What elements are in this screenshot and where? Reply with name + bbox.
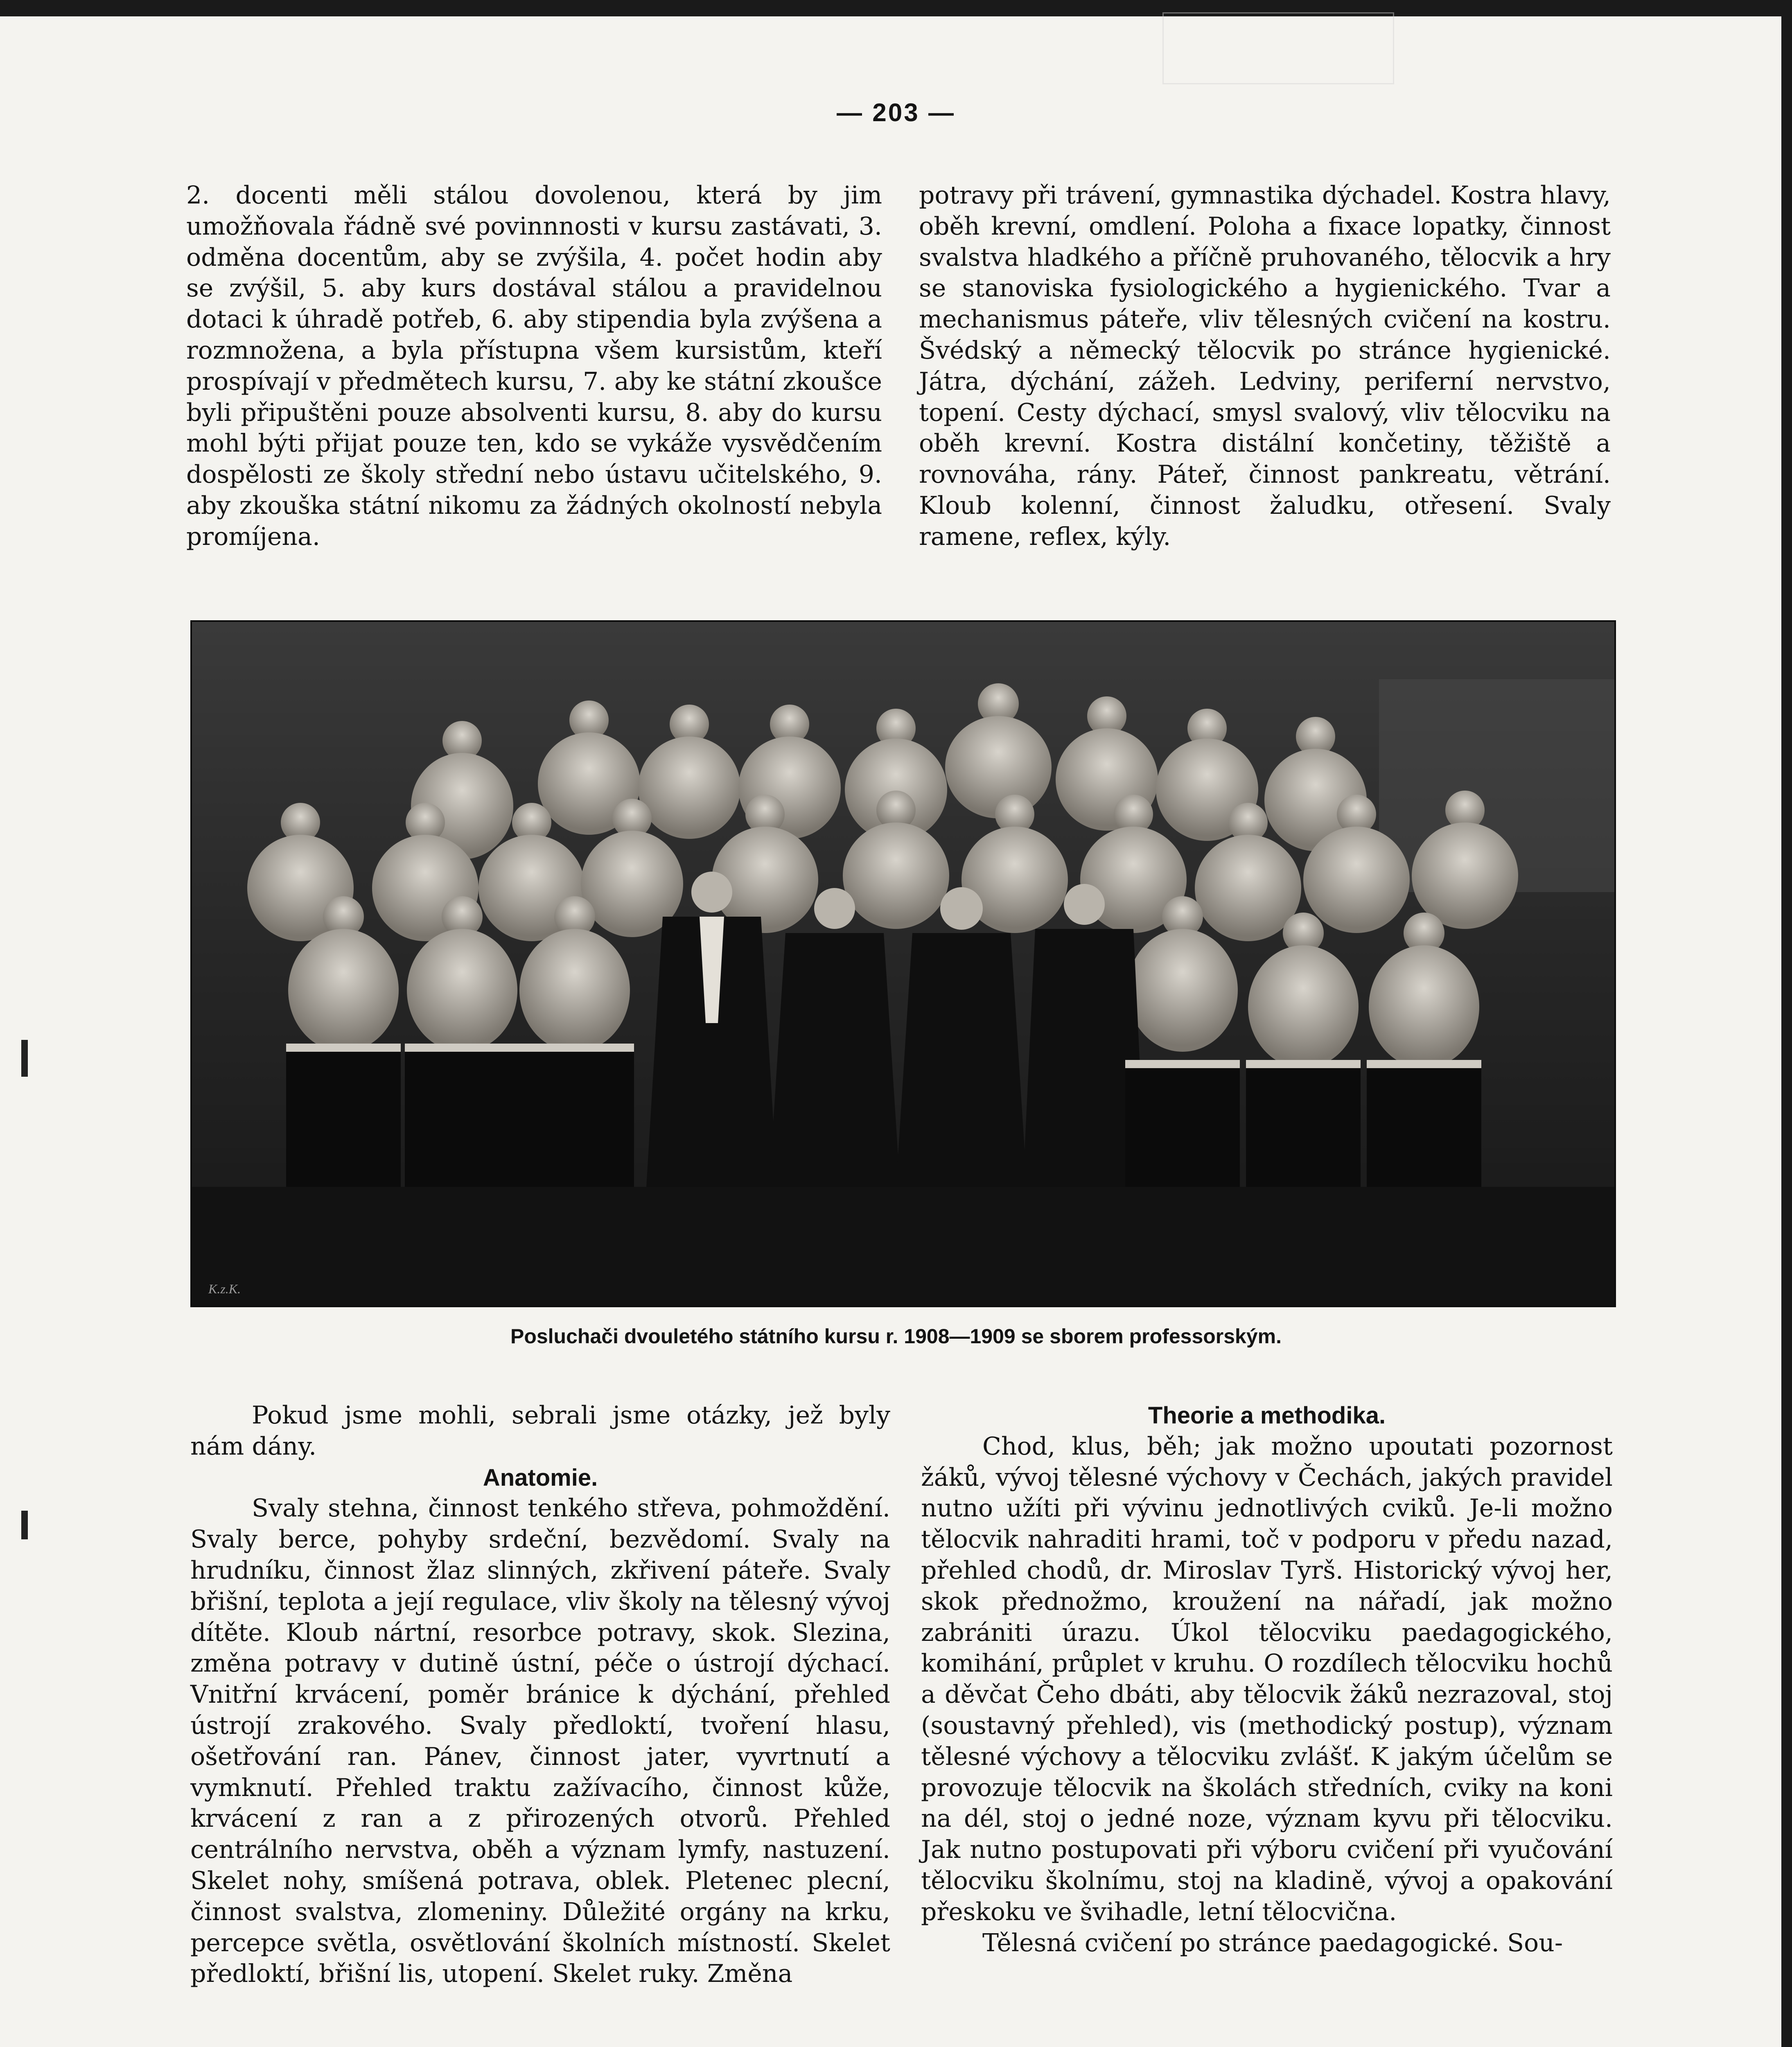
scan-mark <box>21 1040 28 1077</box>
photo-image <box>192 622 1614 1306</box>
intro-paragraph: Pokud jsme mohli, sebrali jsme otázky, jež byly nám dány. <box>190 1401 890 1461</box>
paragraph: potravy při trávení, gymnastika dýchadel. Kostra hlavy, oběh krevní, omdlení. Poloha a fixace lopatky, činnost svalstva hladkého a příčně pruhovaného, tělocvik a hry se stanoviska fysiologického a hygienického. Tvar a mechanismus páteře, vliv tělesných cvičení na kostru. Švédský a německý tělocvik po stránce hygienické. Játra, dýchání, zážeh. Ledviny, periferní nervstvo, topení. Cesty dýchací, smysl svalový, vliv tělocviku na oběh krevní. Kostra distální končetiny, těžiště a rovnováha, rány. Páteř, činnost pankreatu, větrání. Kloub kolenní, činnost žaludku, otřesení. Svaly ramene, reflex, kýly. <box>919 181 1611 551</box>
paragraph: 2. docenti měli stálou dovolenou, která by jim umožňovala řádně své povinnnosti v kursu zastávati, 3. odměna docentům, aby se zvýšila, 4. počet hodin aby se zvýšil, 5. aby kurs dostával stálou a pravidelnou dotaci k úhradě potřeb, 6. aby stipendia byla zvýšena a rozmnožena, a byla přístupna všem kursistům, kteří prospívají v předmětech kursu, 7. aby ke státní zkoušce byli připuštěni pouze absolventi kursu, 8. aby do kursu mohl býti přijat pouze ten, kdo se vykáže vysvědčením dospělosti ze školy střední nebo ústavu učitelského, 9. aby zkouška státní nikomu za žádných okolností nebyla promíjena. <box>186 181 882 551</box>
page-number: — 203 — <box>837 99 955 127</box>
section-heading-anatomy: Anatomie. <box>483 1464 598 1491</box>
faded-stamp <box>1162 12 1394 84</box>
scan-border-right <box>1781 0 1792 2047</box>
left-column-top <box>186 180 882 553</box>
theory-paragraph: Chod, klus, běh; jak možno upoutati pozornost žáků, vývoj tělesné výchovy v Čechách, jakých pravidel nutno užíti při vývinu jednotlivých cviků. Je-li možno tělocvik nahraditi hrami, toč v podporu v předu nazad, přehled chodů, dr. Miroslav Tyrš. Historický vývoj her, skok přednožmo, kroužení na nářadí, jak možno zabrániti úrazu. Úkol tělocviku paedagogického, komihání, průplet v kruhu. O rozdílech tělocviku hochů a děvčat Čeho dbáti, aby tělocvik žáků nezrazoval, stoj (soustavný přehled), vis (methodický postup), význam tělesné výchovy a tělocviku zvlášť. K jakým účelům se provozuje tělocvik na školách středních, cviky na koni na dél, stoj o jedné noze, význam kyvu při tělocviku. Jak nutno postupovati při výboru cvičení při vyučování tělocviku školnímu, stoj na kladině, vývoj a opakování přeskoku ve švihadle, letní tělocvična. <box>921 1432 1613 1926</box>
photo-caption: Posluchači dvouletého státního kursu r. 1908—1909 se sborem professorským. <box>510 1325 1282 1348</box>
photo-signature: K.z.K. <box>208 1281 241 1296</box>
scan-mark <box>21 1511 28 1539</box>
closing-line: Tělesná cvičení po stránce paedagogické. Sou- <box>982 1928 1563 1957</box>
right-column-bottom <box>921 1400 1613 1959</box>
left-column-bottom <box>190 1400 890 1990</box>
scan-border-top <box>0 0 1792 16</box>
right-column-top <box>919 180 1611 553</box>
anatomy-paragraph: Svaly stehna, činnost tenkého střeva, pohmoždění. Svaly berce, pohyby srdeční, bezvědomí. Svaly na hrudníku, činnost žlaz slinných, zkřivení páteře. Svaly břišní, teplota a její regulace, vliv školy na tělesný vývoj dítěte. Kloub nártní, resorbce potravy, skok. Slezina, změna potravy v dutině ústní, péče o ústrojí dýchací. Vnitřní krvácení, poměr bránice k dýchání, přehled ústrojí zrakového. Svaly předloktí, tvoření hlasu, ošetřování ran. Pánev, činnost jater, vyvrtnutí a vymknutí. Přehled traktu zažívacího, činnost kůže, krvácení z ran a z přirozených otvorů. Přehled centrálního nervstva, oběh a význam lymfy, nastuzení. Skelet nohy, smíšená potrava, oblek. Pletenec plecní, činnost svalstva, zlomeniny. Důležité orgány na krku, percepce světla, osvětlování školních místností. Skelet předloktí, břišní lis, utopení. Skelet ruky. Změna <box>190 1494 890 1988</box>
section-heading-theory: Theorie a methodika. <box>1148 1402 1386 1429</box>
group-photograph <box>190 620 1616 1307</box>
